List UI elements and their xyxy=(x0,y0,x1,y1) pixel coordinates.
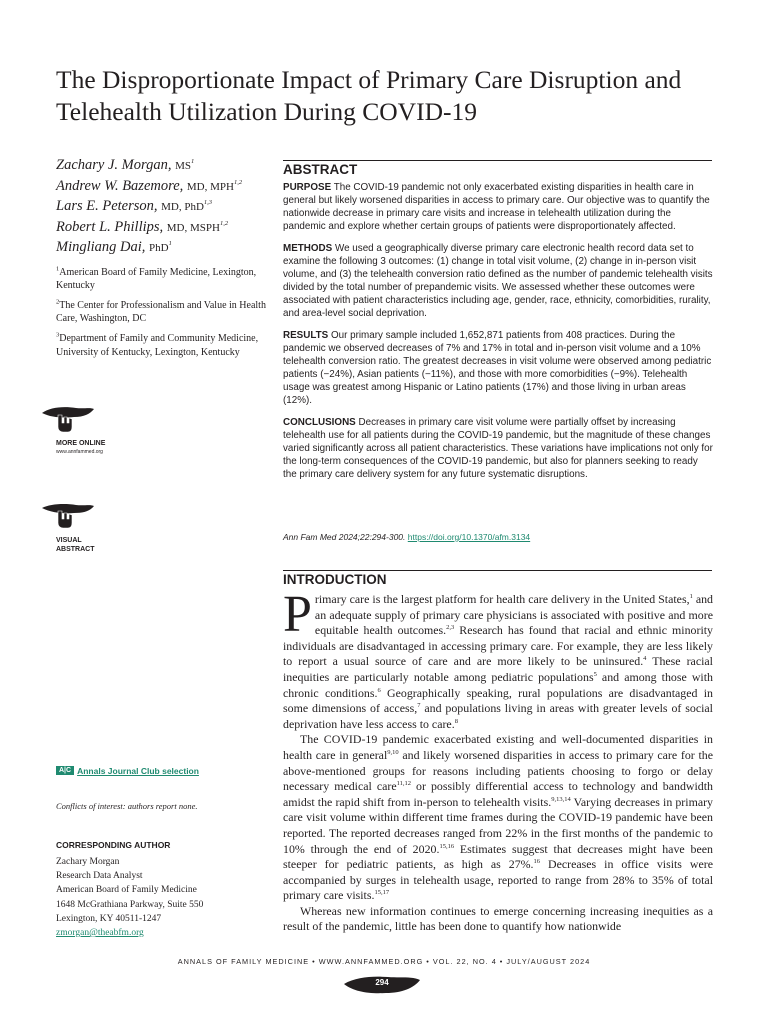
affiliation-mark: 1 xyxy=(168,240,172,248)
intro-text: These racial inequities are particularly notable among pediatric populations xyxy=(283,654,713,684)
intro-paragraph xyxy=(283,586,713,732)
results-label: RESULTS xyxy=(283,329,329,341)
abstract-label: ABSTRACT xyxy=(56,545,95,553)
abstract-results xyxy=(283,329,713,408)
reference-mark[interactable]: 16 xyxy=(533,858,541,866)
corresponding-line: Zachary Morgan xyxy=(56,857,120,867)
more-online-url[interactable]: www.annfammed.org xyxy=(56,448,103,455)
journal-club-icon: A|C xyxy=(56,766,74,775)
intro-paragraph xyxy=(283,732,713,904)
visual-abstract-badge[interactable] xyxy=(40,502,110,554)
abstract-conclusions xyxy=(283,416,713,481)
intro-text: or possibly differential access to technology and bandwidth amidst the rapid shift from in-person to telehealth visits. xyxy=(283,779,714,809)
author-item xyxy=(56,177,266,198)
corresponding-line: American Board of Family Medicine xyxy=(56,885,197,896)
intro-text: Estimates suggest that decreases might have been steeper for pediatric patients, as high as 27%. xyxy=(283,841,713,872)
affiliation-item xyxy=(56,299,266,325)
abstract-heading: ABSTRACT xyxy=(283,162,358,177)
author-name: Lars E. Peterson, xyxy=(56,198,158,214)
page-number: 294 xyxy=(375,978,389,987)
affiliation-mark: 1 xyxy=(190,158,195,166)
reference-mark[interactable]: 9,10 xyxy=(387,748,399,756)
running-footer: ANNALS OF FAMILY MEDICINE • WWW.ANNFAMMED.ORG • VOL. 22, NO. 4 • JULY/AUGUST 2024 xyxy=(177,957,591,966)
affiliation-mark: 1,2 xyxy=(219,219,229,227)
citation-text: Ann Fam Med 2024;22:294-300. xyxy=(283,532,406,542)
reference-mark[interactable]: 15,16 xyxy=(439,842,455,850)
author-degree: MD, PhD xyxy=(161,201,204,213)
purpose-label: PURPOSE xyxy=(283,182,332,193)
abstract-rule xyxy=(283,160,712,161)
intro-text: Geographically speaking, rural populations are disadvantaged in some dimensions of access, xyxy=(283,685,713,716)
conclusions-text: Decreases in primary care visit volume were partially offset by increasing telehealth use for all patients during the COVID-19 pandemic, but the magnitude of these changes varied significantly across all patient characteristics. These variations have implications not only for the long-term consequences of the COVID-19 pandemic, but also for planners seeking to ready the primary care delivery system for any future systematic disruptions. xyxy=(283,416,713,481)
reference-mark[interactable]: 9,13,14 xyxy=(551,795,571,803)
affiliation-item xyxy=(56,266,266,292)
reference-mark[interactable]: 1 xyxy=(689,593,693,601)
author-name: Andrew W. Bazemore, xyxy=(56,177,184,194)
reference-mark[interactable]: 7 xyxy=(417,702,421,710)
drop-cap: P xyxy=(283,586,312,643)
author-item xyxy=(56,156,266,177)
purpose-text: The COVID-19 pandemic not only exacerbated existing disparities in health care in general but likely worsened disparities in access to primary care. Our objective was to quantify the nationwide decrease in primary care visits and increase in telehealth utilization during the pandemic and explore whether certain groups of patients were disproportionately affected. xyxy=(283,182,710,233)
affiliation-list xyxy=(56,266,266,359)
page-number-badge xyxy=(342,974,422,996)
more-online-label: MORE ONLINE xyxy=(56,440,106,447)
author-degree: MD, MPH xyxy=(186,180,234,193)
corresponding-email-link[interactable]: zmorgan@theabfm.org xyxy=(56,928,144,939)
journal-club-text[interactable]: Annals Journal Club selection xyxy=(77,765,199,776)
methods-text: We used a geographically diverse primary care electronic health record data set to examine the following 3 outcomes: (1) change in total visit volume, (2) change in in-person visit volume, and (3) the telehealth conversion ratio defined as the number of pandemic telehealth visits divided by the total number of prepandemic visits. We assessed whether these outcomes were associated with patient characteristics including age, gender, race, ethnicity, comorbidities, rurality, and area-level social deprivation. xyxy=(283,242,713,320)
corresponding-line: Research Data Analyst xyxy=(56,871,143,882)
author-item xyxy=(56,218,266,239)
author-item xyxy=(56,197,266,218)
affiliation-text: American Board of Family Medicine, Lexington, Kentucky xyxy=(56,266,257,291)
intro-text: rimary care is the largest platform for health care delivery in the United States, xyxy=(314,592,690,606)
reference-mark[interactable]: 4 xyxy=(643,655,647,663)
affiliation-number: 2 xyxy=(56,298,60,306)
abstract-body xyxy=(283,181,713,490)
hand-pointer-icon xyxy=(40,502,96,532)
article-title: The Disproportionate Impact of Primary Care Disruption and Telehealth Utilization During COVID-19 xyxy=(56,65,682,126)
corresponding-line: 1648 McGrathiana Parkway, Suite 550 xyxy=(56,899,204,910)
reference-mark[interactable]: 15,17 xyxy=(374,889,390,897)
conclusions-label: CONCLUSIONS xyxy=(283,416,356,428)
intro-text: and populations living in areas with greater levels of social deprivation have less access to care. xyxy=(283,701,713,731)
introduction-rule xyxy=(283,570,712,571)
reference-mark[interactable]: 5 xyxy=(593,671,597,678)
intro-text: and among those with chronic conditions. xyxy=(283,669,713,700)
affiliation-text: Department of Family and Community Medicine, University of Kentucky, Lexington, Kentucky xyxy=(56,333,259,358)
journal-club-link[interactable] xyxy=(56,765,199,776)
conflicts-statement: Conflicts of interest: authors report none. xyxy=(56,801,198,811)
methods-label: METHODS xyxy=(283,242,333,254)
reference-mark[interactable]: 11,12 xyxy=(396,780,412,788)
corresponding-line: Lexington, KY 40511-1247 xyxy=(56,913,162,924)
corresponding-author xyxy=(56,840,266,940)
author-name: Zachary J. Morgan, xyxy=(56,157,172,173)
hand-pointer-icon xyxy=(40,405,96,435)
affiliation-number: 3 xyxy=(56,331,60,339)
author-block xyxy=(56,156,266,359)
author-name: Mingliang Dai, xyxy=(56,239,146,255)
article-citation xyxy=(283,532,530,542)
corresponding-heading: CORRESPONDING AUTHOR xyxy=(56,840,171,850)
affiliation-text: The Center for Professionalism and Value in Health Care, Washington, DC xyxy=(56,299,266,325)
results-text: Our primary sample included 1,652,871 patients from 408 practices. During the pandemic we observed decreases of 7% and 17% in total and in-person visit volume and a 10% telehealth conversion ratio. The greatest decreases in visit volume were observed among pediatric patients (−24%), Asian patients (−11%), and those with more comorbidities (−9%). Telehealth usage was greatest among Hispanic or Latino patients (17%) and those living in urban areas (12%). xyxy=(283,329,712,407)
affiliation-mark: 1,3 xyxy=(203,199,213,207)
author-degree: PhD xyxy=(149,242,169,254)
author-item xyxy=(56,238,266,259)
intro-text: Varying decreases in primary care visit volume within different time frames during the COVID-19 pandemic have been reported. The reported decreases ranged from 22% in the first months of the pandemic to 10% through the end of 2020. xyxy=(283,794,714,856)
affiliation-number: 1 xyxy=(56,265,60,273)
affiliation-item xyxy=(56,332,266,358)
reference-mark[interactable]: 8 xyxy=(454,717,458,725)
author-degree: MD, MSPH xyxy=(166,221,220,234)
introduction-body xyxy=(283,586,714,935)
more-online-badge[interactable] xyxy=(40,405,110,455)
intro-text: Research has found that racial and ethnic minority individuals are disadvantaged in accessing primary care. For example, they are less likely to report a usual source of care and are more likely to be uninsured. xyxy=(283,623,713,669)
intro-text: and likely worsened disparities in access to primary care for the above-mentioned groups for reasons including patients choosing to forgo or delay necessary medical care xyxy=(283,747,714,794)
reference-mark[interactable]: 2,3 xyxy=(446,624,455,632)
doi-link[interactable]: https://doi.org/10.1370/afm.3134 xyxy=(407,532,531,542)
intro-text: The COVID-19 pandemic exacerbated existing and well-documented disparities in health care in general xyxy=(283,732,713,762)
reference-mark[interactable]: 6 xyxy=(377,686,381,694)
intro-paragraph: Whereas new information continues to emerge concerning increasing inequities as a result of the pandemic, little has been done to quantify how nationwide xyxy=(283,903,713,934)
intro-text: Decreases in office visits were accompanied by surges in telehealth usage, reported to range from 28% to 35% of total primary care visits. xyxy=(283,857,713,903)
intro-text: and an adequate supply of primary care physicians is associated with positive and more equitable health outcomes. xyxy=(314,592,713,638)
visual-label: VISUAL xyxy=(56,537,82,544)
introduction-heading: INTRODUCTION xyxy=(283,572,387,587)
affiliation-mark: 1,2 xyxy=(233,178,243,186)
abstract-methods xyxy=(283,242,713,321)
abstract-purpose xyxy=(283,181,713,233)
author-degree: MS xyxy=(175,160,191,172)
author-name: Robert L. Phillips, xyxy=(56,218,164,235)
